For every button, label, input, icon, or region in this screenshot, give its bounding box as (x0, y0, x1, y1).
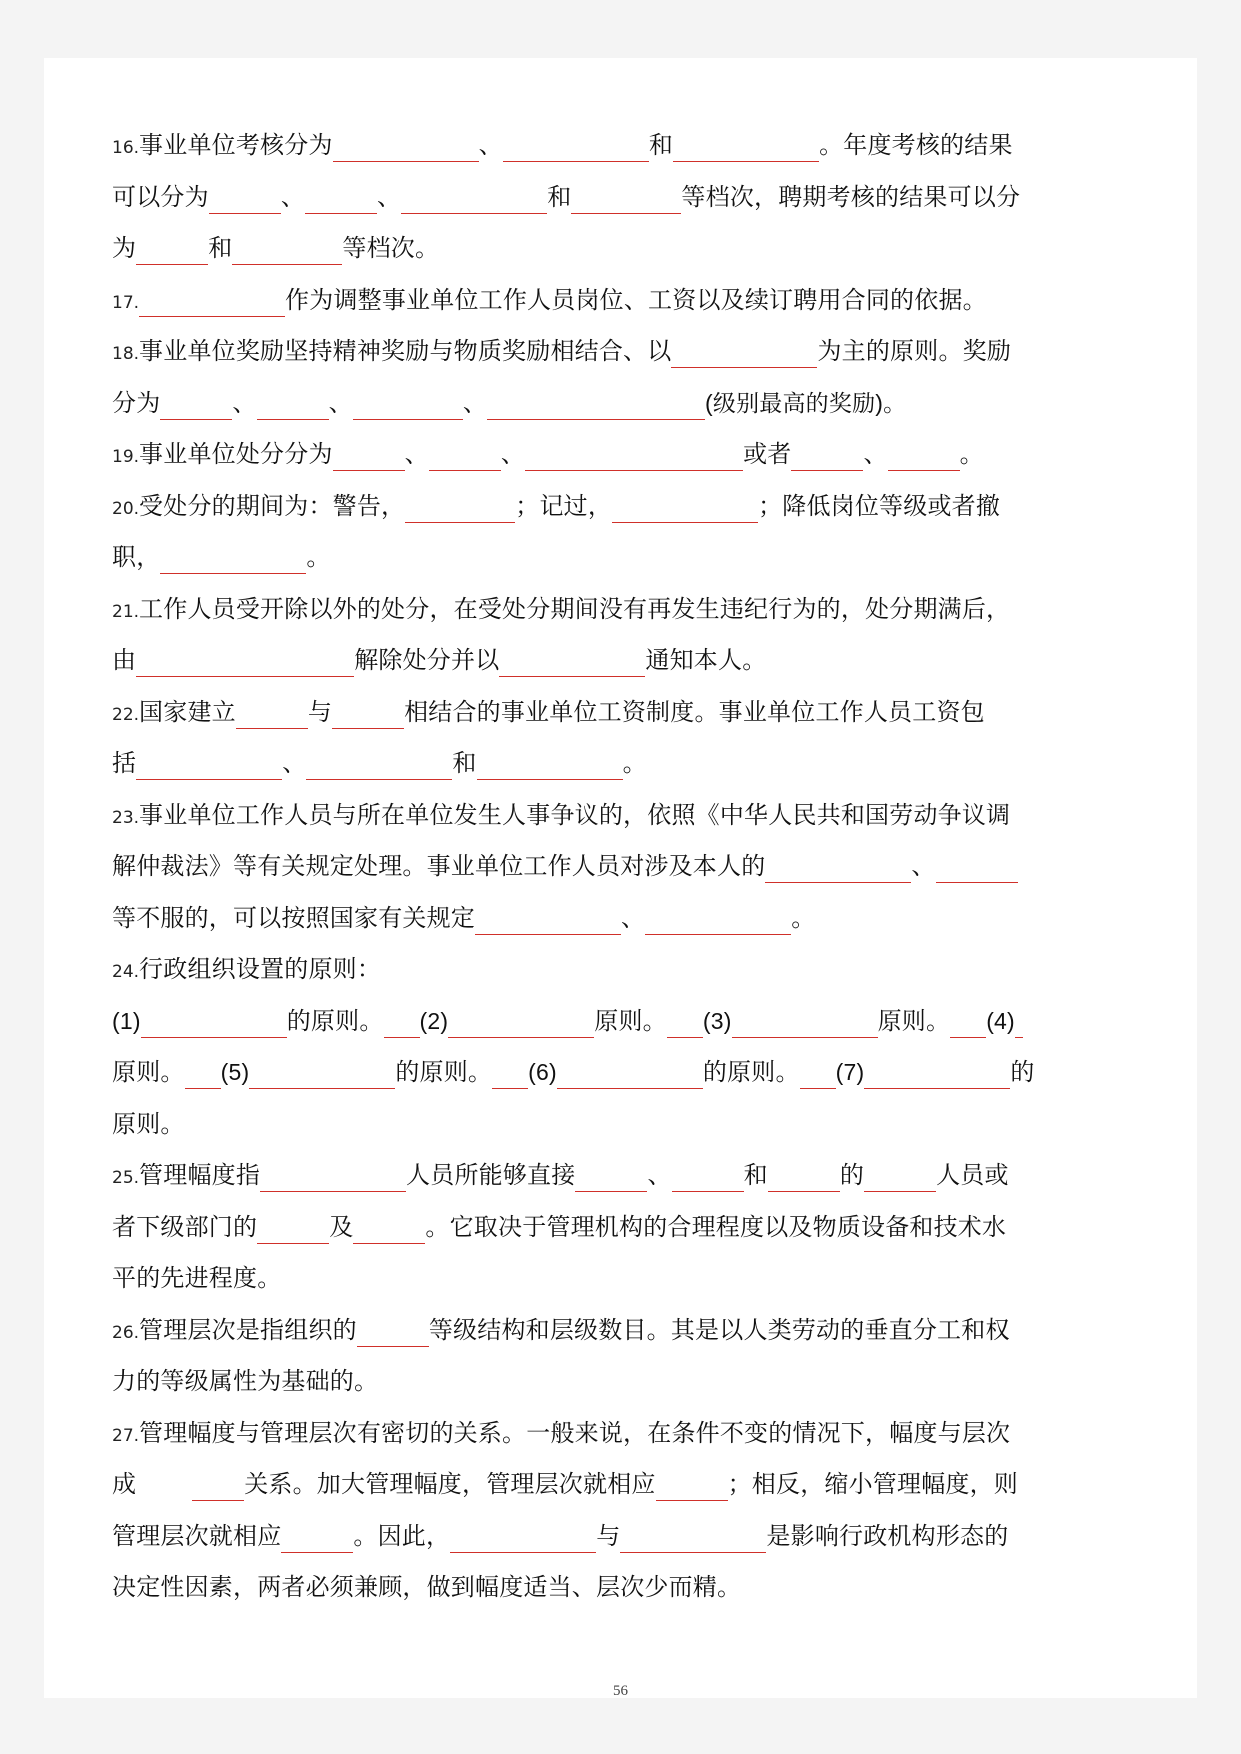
question-text: 、 (500, 440, 526, 468)
answer-blank[interactable] (139, 286, 285, 317)
question-text: 、 (462, 388, 488, 417)
question-text: (1) (112, 1007, 141, 1034)
question-number: 23. (112, 807, 140, 828)
text-line (112, 1410, 1122, 1462)
answer-blank[interactable] (136, 749, 282, 780)
question-text: ；降低岗位等级或者撤 (758, 491, 1001, 520)
question-text: 为 (112, 234, 137, 262)
answer-blank[interactable] (888, 440, 960, 471)
question-text: 事业单位工作人员与所在单位发生人事争议的，依照《中华人民共和国劳动争议调 (139, 800, 1011, 829)
question-text: 。它取决于管理机构的合理程度以及物质设备和技术水 (425, 1212, 1007, 1241)
question-text: 受处分的期间为：警告， (139, 491, 406, 520)
text-line (112, 1255, 1122, 1307)
question-text: 的原则。 (286, 1006, 384, 1035)
text-line (112, 225, 1122, 277)
text-line (112, 843, 1122, 895)
question-text: 括 (112, 749, 137, 777)
answer-blank[interactable] (656, 1470, 728, 1501)
text-line (112, 1461, 1122, 1513)
answer-blank[interactable] (141, 1007, 287, 1038)
text-line (112, 1513, 1122, 1565)
answer-blank[interactable] (557, 1058, 703, 1089)
question-text: 、 (280, 182, 306, 211)
question-text: 管理幅度与管理层次有密切的关系。一般来说，在条件不变的情况下，幅度与层次 (139, 1418, 1011, 1447)
answer-blank[interactable] (401, 183, 547, 214)
question-text: 和 (547, 182, 572, 211)
text-line (112, 1204, 1122, 1256)
question-text: 与 (596, 1521, 621, 1550)
question-text: 决定性因素，两者必须兼顾，做到幅度适当、层次少而精。 (112, 1573, 742, 1601)
question-text: 为主的原则。奖励 (817, 337, 1012, 365)
question-text: 通知本人。 (645, 646, 767, 674)
question-number: 19. (112, 447, 140, 467)
answer-blank[interactable] (260, 1161, 406, 1192)
question-text: 国家建立 (139, 697, 236, 726)
text-line (112, 1049, 1122, 1101)
answer-blank[interactable] (620, 1522, 766, 1553)
question-text: 、 (647, 1161, 672, 1189)
answer-blank[interactable] (671, 337, 817, 368)
question-text: (7) (835, 1059, 865, 1085)
question-text: 平的先进程度。 (112, 1264, 282, 1292)
answer-blank[interactable] (1015, 1007, 1023, 1038)
question-text: 人员所能够直接 (406, 1161, 576, 1189)
answer-blank[interactable] (429, 440, 501, 471)
question-text: 可以分为 (112, 182, 209, 211)
answer-blank[interactable] (333, 131, 479, 162)
answer-blank[interactable] (475, 904, 621, 935)
question-text: ；相反，缩小管理幅度，则 (727, 1470, 1019, 1498)
question-text: 、 (911, 852, 936, 880)
answer-blank[interactable] (305, 183, 377, 214)
question-text: 和 (648, 131, 674, 159)
answer-blank[interactable] (384, 1007, 420, 1038)
answer-blank[interactable] (575, 1161, 647, 1192)
question-text: 、 (404, 440, 429, 468)
question-text: 的原则。 (702, 1058, 800, 1086)
question-text: 。 (622, 749, 647, 777)
answer-blank[interactable] (357, 1316, 429, 1347)
question-text: 及 (329, 1212, 354, 1241)
answer-blank[interactable] (405, 492, 515, 523)
answer-blank[interactable] (306, 749, 452, 780)
question-text: 管理幅度指 (139, 1161, 261, 1189)
answer-blank[interactable] (612, 492, 758, 523)
question-text: (6) (528, 1059, 557, 1085)
question-text: 。 (791, 903, 816, 932)
fill-in-the-blank-questions (112, 122, 1122, 1616)
answer-blank[interactable] (477, 749, 623, 780)
text-line (112, 792, 1122, 844)
text-line (112, 1101, 1122, 1153)
question-text: 原则。 (877, 1006, 951, 1035)
question-text: 、 (282, 749, 307, 777)
answer-blank[interactable] (791, 440, 863, 471)
answer-blank[interactable] (765, 852, 911, 883)
question-text: 等档次，聘期考核的结果可以分 (681, 182, 1021, 211)
question-number: 16. (112, 138, 140, 158)
page-number: 56 (613, 1683, 628, 1699)
question-text: 工作人员受开除以外的处分，在受处分期间没有再发生违纪行为的，处分期满后， (139, 594, 1011, 623)
text-line (112, 483, 1122, 535)
question-text: 事业单位奖励坚持精神奖励与物质奖励相结合、以 (139, 337, 672, 365)
question-number: 22. (112, 704, 140, 725)
question-text: 与 (307, 697, 333, 726)
question-text: 或者 (743, 440, 792, 468)
answer-blank[interactable] (732, 1007, 878, 1038)
question-text: 关系。加大管理幅度，管理层次就相应 (244, 1470, 656, 1498)
question-text: 是影响行政机构形态的 (766, 1521, 1009, 1550)
answer-blank[interactable] (936, 852, 1018, 883)
question-text: 、 (478, 131, 503, 159)
question-text: 的 (839, 1161, 865, 1189)
answer-blank[interactable] (864, 1161, 936, 1192)
question-text: (2) (419, 1007, 449, 1034)
question-text: 、 (328, 388, 353, 417)
answer-blank[interactable] (673, 131, 819, 162)
text-line (112, 998, 1122, 1050)
question-text: 力的等级属性为基础的。 (112, 1367, 379, 1395)
question-text: 事业单位考核分为 (139, 131, 333, 159)
question-text: ；记过， (515, 491, 613, 520)
text-line (112, 174, 1122, 226)
answer-blank[interactable] (209, 183, 281, 214)
question-text: 行政组织设置的原则： (139, 955, 382, 983)
answer-blank[interactable] (192, 1470, 244, 1501)
text-line (112, 689, 1122, 741)
answer-blank[interactable] (667, 1007, 703, 1038)
text-line (112, 895, 1122, 947)
text-line (112, 122, 1122, 174)
answer-blank[interactable] (136, 646, 354, 677)
question-text: 原则。 (594, 1006, 667, 1035)
question-text: 和 (208, 234, 233, 262)
answer-blank[interactable] (160, 543, 306, 574)
text-line (112, 431, 1122, 483)
text-line (112, 740, 1122, 792)
answer-blank[interactable] (249, 1058, 395, 1089)
answer-blank[interactable] (257, 389, 329, 420)
question-text: 职， (112, 543, 161, 571)
question-number: 26. (112, 1322, 140, 1343)
text-line (112, 1307, 1122, 1359)
question-text: (级别最高的奖励)。 (705, 389, 907, 416)
text-line (112, 380, 1122, 432)
question-text: 解除处分并以 (354, 646, 500, 674)
question-text: 相结合的事业单位工资制度。事业单位工作人员工资包 (404, 697, 985, 726)
text-line (112, 1152, 1122, 1204)
question-text: 者下级部门的 (112, 1212, 258, 1241)
answer-blank[interactable] (487, 389, 705, 420)
question-number: 18. (112, 344, 140, 364)
answer-blank[interactable] (450, 1522, 596, 1553)
question-text: 由 (112, 646, 137, 674)
text-line (112, 277, 1122, 329)
answer-blank[interactable] (185, 1058, 221, 1089)
question-text: 、 (232, 388, 257, 417)
question-text: 、 (377, 182, 402, 211)
answer-blank[interactable] (645, 904, 791, 935)
question-text: 事业单位处分分为 (139, 440, 333, 468)
question-text: (3) (702, 1007, 732, 1034)
text-line (112, 946, 1122, 998)
answer-blank[interactable] (499, 646, 645, 677)
question-number: 24. (112, 962, 140, 982)
answer-blank[interactable] (492, 1058, 528, 1089)
answer-blank[interactable] (281, 1522, 353, 1553)
question-text: (4) (986, 1007, 1015, 1034)
question-text: 的原则。 (395, 1058, 493, 1086)
answer-blank[interactable] (448, 1007, 594, 1038)
answer-blank[interactable] (503, 131, 649, 162)
question-text: 和 (743, 1161, 768, 1189)
answer-blank[interactable] (672, 1161, 744, 1192)
question-text: 原则。 (112, 1109, 185, 1138)
question-text: 人员或 (936, 1161, 1009, 1189)
question-text: 和 (452, 749, 477, 777)
question-text: 分为 (112, 388, 161, 417)
question-text: 作为调整事业单位工作人员岗位、工资以及续订聘用合同的依据。 (285, 285, 987, 314)
question-text: 、 (863, 440, 888, 468)
question-text: 等不服的，可以按照国家有关规定 (112, 903, 475, 932)
answer-blank[interactable] (353, 389, 463, 420)
question-text: 。年度考核的结果 (819, 131, 1013, 159)
answer-blank[interactable] (257, 1213, 329, 1244)
question-text: 。 (959, 440, 984, 468)
answer-blank[interactable] (332, 698, 404, 729)
answer-blank[interactable] (950, 1007, 986, 1038)
question-text: 管理层次是指组织的 (139, 1315, 357, 1344)
text-line (112, 534, 1122, 586)
question-text: 、 (621, 903, 646, 932)
question-text: 。 (306, 543, 331, 571)
answer-blank[interactable] (353, 1213, 425, 1244)
answer-blank[interactable] (800, 1058, 836, 1089)
text-line (112, 328, 1122, 380)
answer-blank[interactable] (136, 234, 208, 265)
answer-blank[interactable] (232, 234, 342, 265)
question-text: 。因此， (353, 1521, 451, 1550)
question-number: 25. (112, 1168, 140, 1188)
question-text: 成 (112, 1470, 137, 1498)
question-text: 等档次。 (342, 234, 440, 262)
answer-blank[interactable] (864, 1058, 1010, 1089)
question-text: (5) (220, 1059, 250, 1085)
answer-blank[interactable] (160, 389, 232, 420)
text-line (112, 1564, 1122, 1616)
question-text: 的 (1010, 1058, 1035, 1086)
answer-blank[interactable] (333, 440, 405, 471)
question-text: 管理层次就相应 (112, 1521, 282, 1550)
text-line (112, 1358, 1122, 1410)
answer-blank[interactable] (768, 1161, 840, 1192)
question-number: 21. (112, 601, 140, 622)
answer-blank[interactable] (525, 440, 743, 471)
question-text: 原则。 (112, 1058, 185, 1086)
question-number: 27. (112, 1425, 140, 1446)
question-text: 等级结构和层级数目。其是以人类劳动的垂直分工和权 (428, 1315, 1010, 1344)
question-text: 解仲裁法》等有关规定处理。事业单位工作人员对涉及本人的 (112, 852, 766, 880)
text-line (112, 637, 1122, 689)
answer-blank[interactable] (571, 183, 681, 214)
answer-blank[interactable] (236, 698, 308, 729)
question-number: 20. (112, 498, 140, 519)
question-number: 17. (112, 292, 140, 313)
text-line (112, 586, 1122, 638)
